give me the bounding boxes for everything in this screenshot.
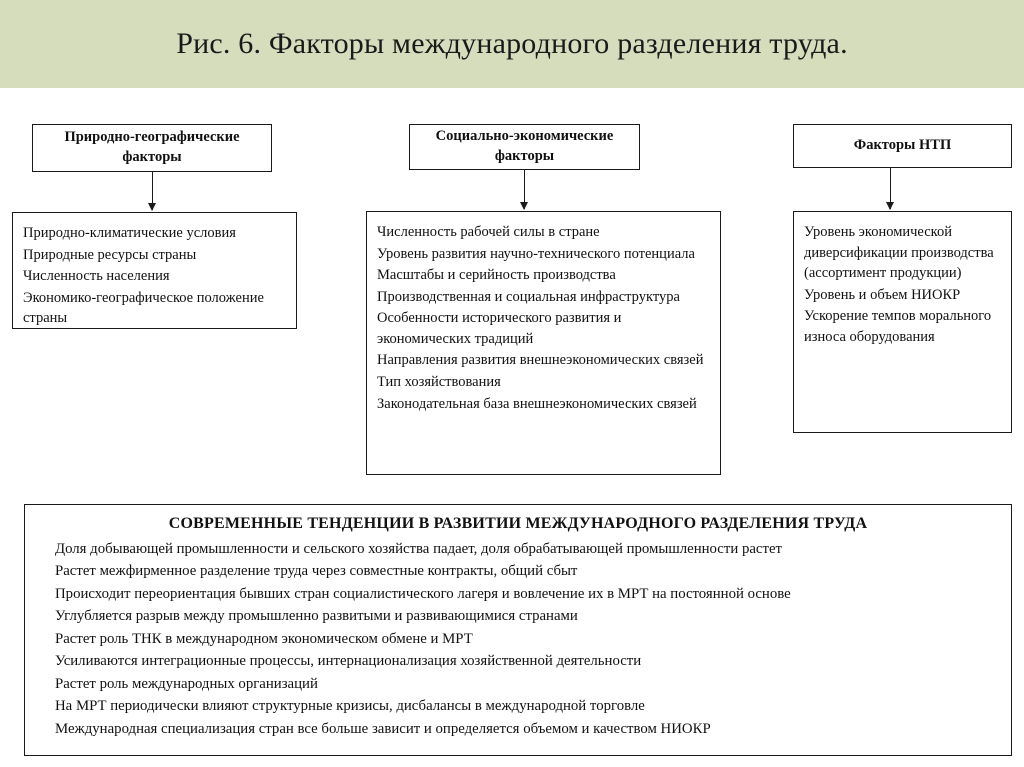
- trends-line: Происходит переориентация бывших стран социалистического лагеря и вовлечение их в МРТ на постоянной основе: [55, 585, 791, 602]
- list-item: Масштабы и серийность производства: [377, 267, 616, 284]
- list-item: Производственная и социальная инфраструктура: [377, 288, 680, 305]
- trends-line: Растет роль международных организаций: [55, 675, 318, 692]
- header-box-natural-geographic-label: Природно-географические факторы: [64, 129, 240, 165]
- list-box-stp-factors: [793, 211, 1012, 433]
- header-box-socio-economic: [409, 124, 640, 170]
- list-item: Уровень и объем НИОКР: [804, 286, 961, 303]
- trends-line: Растет роль ТНК в международном экономическом обмене и МРТ: [55, 630, 473, 647]
- list-item: Уровень развития научно-технического потенциала: [377, 245, 695, 262]
- trends-panel: [24, 504, 1012, 756]
- list-item: Численность населения: [23, 268, 170, 285]
- header-box-stp-factors: [793, 124, 1012, 168]
- list-box-socio-economic: [366, 211, 721, 475]
- list-item: Направления развития внешнеэкономических связей: [377, 352, 704, 369]
- list-item: Численность рабочей силы в стране: [377, 224, 600, 240]
- list-item: Законодательная база внешнеэкономических связей: [377, 395, 697, 412]
- trends-line: Доля добывающей промышленности и сельского хозяйства падает, доля обрабатывающей промышленности растет: [55, 541, 782, 557]
- trends-line: На МРТ периодически влияют структурные кризисы, дисбалансы в международной торговле: [55, 698, 645, 715]
- arrow-socio-economic: [524, 170, 525, 209]
- arrow-natural-geographic: [152, 172, 153, 210]
- list-item: Тип хозяйствования: [377, 374, 501, 391]
- trends-line: Углубляется разрыв между промышленно развитыми и развивающимися странами: [55, 608, 578, 625]
- header-box-natural-geographic: [32, 124, 272, 172]
- header-box-stp-factors-label: Факторы НТП: [853, 137, 952, 154]
- trends-line: Растет межфирменное разделение труда через совместные контракты, общий сбыт: [55, 563, 578, 580]
- diagram-canvas: [0, 88, 1024, 767]
- trends-line: Международная специализация стран все больше зависит и определяется объемом и качеством НИОКР: [55, 720, 711, 737]
- trends-title: СОВРЕМЕННЫЕ ТЕНДЕНЦИИ В РАЗВИТИИ МЕЖДУНАРОДНОГО РАЗДЕЛЕНИЯ ТРУДА: [168, 515, 868, 532]
- list-item: Уровень экономической диверсификации производства (ассортимент продукции): [804, 224, 994, 282]
- header-band: [0, 0, 1024, 88]
- trends-line: Усиливаются интеграционные процессы, интернационализация хозяйственной деятельности: [55, 653, 642, 670]
- list-item: Экономико-географическое положение страны: [23, 289, 264, 327]
- page-title: Рис. 6. Факторы международного разделения труда.: [176, 27, 848, 60]
- arrow-stp-factors: [890, 168, 891, 209]
- list-item: Ускорение темпов морального износа оборудования: [804, 308, 992, 345]
- list-item: Природные ресурсы страны: [23, 246, 197, 263]
- list-box-natural-geographic: [12, 212, 297, 329]
- list-item: Особенности исторического развития и экономических традиций: [377, 310, 622, 347]
- header-box-socio-economic-label: Социально-экономические факторы: [435, 128, 614, 164]
- list-item: Природно-климатические условия: [23, 225, 236, 241]
